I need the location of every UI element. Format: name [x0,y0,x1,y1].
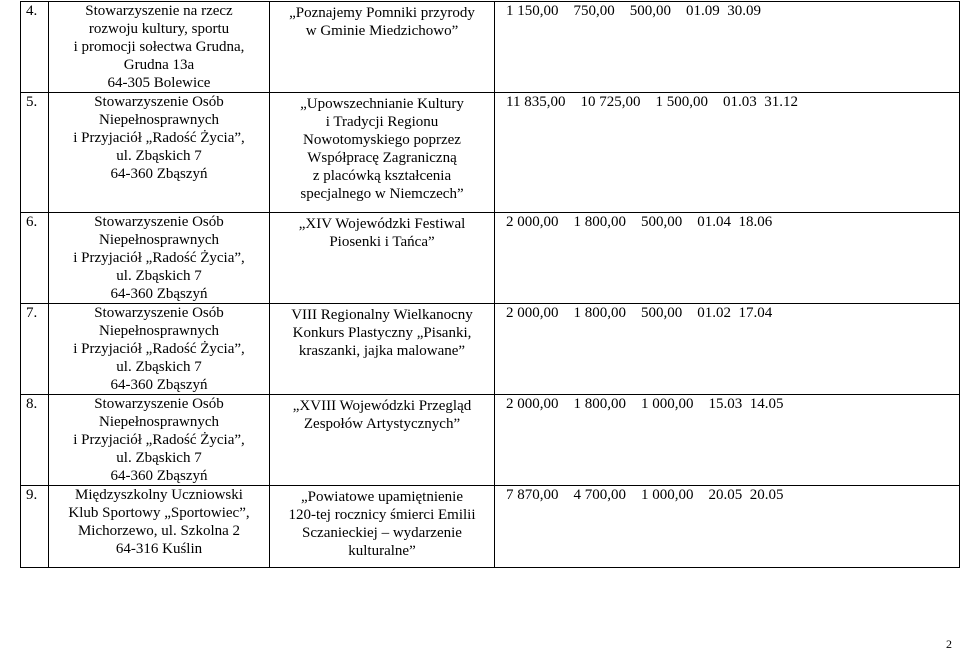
task-line: kulturalne” [348,543,416,559]
task-line: kraszanki, jajka malowane” [298,343,466,359]
org-line: Stowarzyszenie Osób [94,214,224,230]
org-line: i Przyjaciół „Radość Życia”, [73,432,245,448]
task-line: Współpracę Zagraniczną [307,150,457,166]
org-line: Grudna 13a [123,57,195,73]
amounts-cell: 7 870,00 4 700,00 1 000,00 20.05 20.05 [495,486,960,568]
task-line: Zespołów Artystycznych” [303,416,461,432]
grants-table [20,1,960,568]
row-number: 5. [21,93,49,213]
organization-cell [49,213,270,304]
org-line: 64-316 Kuślin [115,541,203,557]
org-line: 64-360 Zbąszyń [110,468,208,484]
org-line: Stowarzyszenie Osób [94,94,224,110]
org-line: Michorzewo, ul. Szkolna 2 [77,523,241,539]
amounts-cell: 1 150,00 750,00 500,00 01.09 30.09 [495,2,960,93]
row-number: 6. [21,213,49,304]
task-title-cell [270,2,495,93]
org-line: Niepełnosprawnych [99,414,219,430]
task-title-cell [270,395,495,486]
table-row [21,2,960,93]
task-line: „Poznajemy Pomniki przyrody [289,5,475,21]
page-number: 2 [946,637,952,651]
org-line: Międzyszkolny Uczniowski [75,487,243,503]
row-number: 9. [21,486,49,568]
task-line: Sczanieckiej – wydarzenie [302,525,462,541]
task-line: Konkurs Plastyczny „Pisanki, [292,325,472,341]
task-title-cell [270,93,495,213]
org-line: Stowarzyszenie na rzecz [85,3,233,19]
row-number: 8. [21,395,49,486]
row-number: 4. [21,2,49,93]
org-line: i Przyjaciół „Radość Życia”, [73,130,245,146]
organization-cell [49,486,270,568]
task-line: i Tradycji Regionu [325,114,439,130]
task-line: „Upowszechnianie Kultury [300,96,464,112]
task-line: VIII Regionalny Wielkanocny [291,307,473,323]
amounts-cell: 2 000,00 1 800,00 500,00 01.02 17.04 [495,304,960,395]
task-line: „Powiatowe upamiętnienie [300,489,464,505]
org-line: ul. Zbąskich 7 [116,359,202,375]
row-number: 7. [21,304,49,395]
task-title-cell [270,213,495,304]
org-line: Niepełnosprawnych [99,323,219,339]
amounts-cell: 2 000,00 1 800,00 500,00 01.04 18.06 [495,213,960,304]
org-line: 64-305 Bolewice [107,75,211,91]
table-row [21,93,960,213]
task-line: Piosenki i Tańca” [329,234,435,250]
task-line: Nowotomyskiego poprzez [303,132,461,148]
org-line: ul. Zbąskich 7 [116,450,202,466]
table-row [21,486,960,568]
org-line: Niepełnosprawnych [99,232,219,248]
table-row [21,304,960,395]
org-line: ul. Zbąskich 7 [116,148,202,164]
org-line: i Przyjaciół „Radość Życia”, [73,250,245,266]
org-line: 64-360 Zbąszyń [110,166,208,182]
organization-cell [49,304,270,395]
amounts-cell: 2 000,00 1 800,00 1 000,00 15.03 14.05 [495,395,960,486]
task-line: „XVIII Wojewódzki Przegląd [292,398,472,414]
org-line: rozwoju kultury, sportu [88,21,230,37]
task-title-cell [270,486,495,568]
org-line: Stowarzyszenie Osób [94,396,224,412]
task-line: 120-tej rocznicy śmierci Emilii [288,507,476,523]
organization-cell [49,2,270,93]
org-line: ul. Zbąskich 7 [116,268,202,284]
org-line: Stowarzyszenie Osób [94,305,224,321]
amounts-cell: 11 835,00 10 725,00 1 500,00 01.03 31.12 [495,93,960,213]
org-line: i Przyjaciół „Radość Życia”, [73,341,245,357]
organization-cell [49,395,270,486]
org-line: Klub Sportowy „Sportowiec”, [68,505,250,521]
organization-cell [49,93,270,213]
task-line: z placówką kształcenia [312,168,452,184]
org-line: Niepełnosprawnych [99,112,219,128]
task-line: specjalnego w Niemczech” [300,186,464,202]
table-row [21,395,960,486]
org-line: i promocji sołectwa Grudna, [73,39,245,55]
org-line: 64-360 Zbąszyń [110,377,208,393]
task-line: w Gminie Miedzichowo” [305,23,459,39]
task-title-cell [270,304,495,395]
table-row [21,213,960,304]
org-line: 64-360 Zbąszyń [110,286,208,302]
task-line: „XIV Wojewódzki Festiwal [298,216,466,232]
